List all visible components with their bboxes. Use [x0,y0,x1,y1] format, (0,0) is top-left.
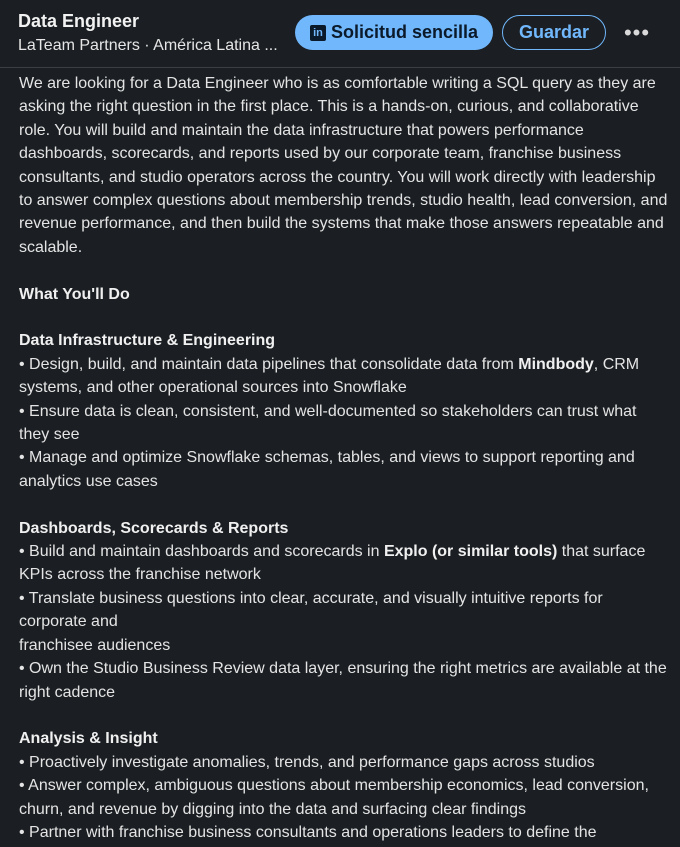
company-location[interactable]: LaTeam Partners · América Latina ... [18,37,278,54]
job-title: Data Engineer [18,11,140,31]
job-description [19,72,669,844]
subsection-heading: Dashboards, Scorecards & Reports [19,519,289,537]
bullet-item: • Build and maintain dashboards and scorecards in Explo (or similar tools) that surface KPIs across the franchise network [19,543,646,584]
save-button[interactable]: Guardar [502,15,606,50]
subsection-heading: Analysis & Insight [19,730,158,748]
bullet-item: • Design, build, and maintain data pipelines that consolidate data from Mindbody, CRM systems, and other operational sources into Snowflake [19,355,640,397]
intro-paragraph: We are looking for a Data Engineer who is as comfortable writing a SQL query as they are asking the right question in the first place. This is a hands-on, curious, and collaborative role. You will build and maintain the data infrastructure that powers performance dashboards, scorecards, and reports used by our corporate team, franchise business consultants, and studio operators across the country. You will work directly with leadership to answer complex questions about membership trends, studio health, lead conversion, and revenue performance, and then build the systems that make those answers repeatable and scalable. [19,75,668,256]
bullet-item: • Answer complex, ambiguous questions about membership economics, lead conversion, churn, and revenue by digging into the data and surfacing clear findings [19,777,649,818]
job-header [0,0,680,68]
bullet-continuation: franchisee audiences [19,636,171,654]
bullet-item: • Own the Studio Business Review data layer, ensuring the right metrics are available at the right cadence [19,660,667,701]
more-options-icon[interactable]: ••• [623,20,651,45]
easy-apply-label: Solicitud sencilla [330,22,479,42]
bullet-item: • Proactively investigate anomalies, trends, and performance gaps across studios [19,753,595,771]
section-heading: What You'll Do [19,285,130,303]
linkedin-icon: in [310,25,326,41]
subsection-heading: Data Infrastructure & Engineering [19,332,276,350]
bullet-item: • Partner with franchise business consultants and operations leaders to define the [19,823,597,841]
bullet-item: • Translate business questions into clear, accurate, and visually intuitive reports for corporate and [19,589,603,631]
bullet-item: • Manage and optimize Snowflake schemas, tables, and views to support reporting and analytics use cases [19,449,635,490]
bullet-item: • Ensure data is clean, consistent, and well-documented so stakeholders can trust what they see [19,402,637,444]
easy-apply-button[interactable] [295,15,493,50]
